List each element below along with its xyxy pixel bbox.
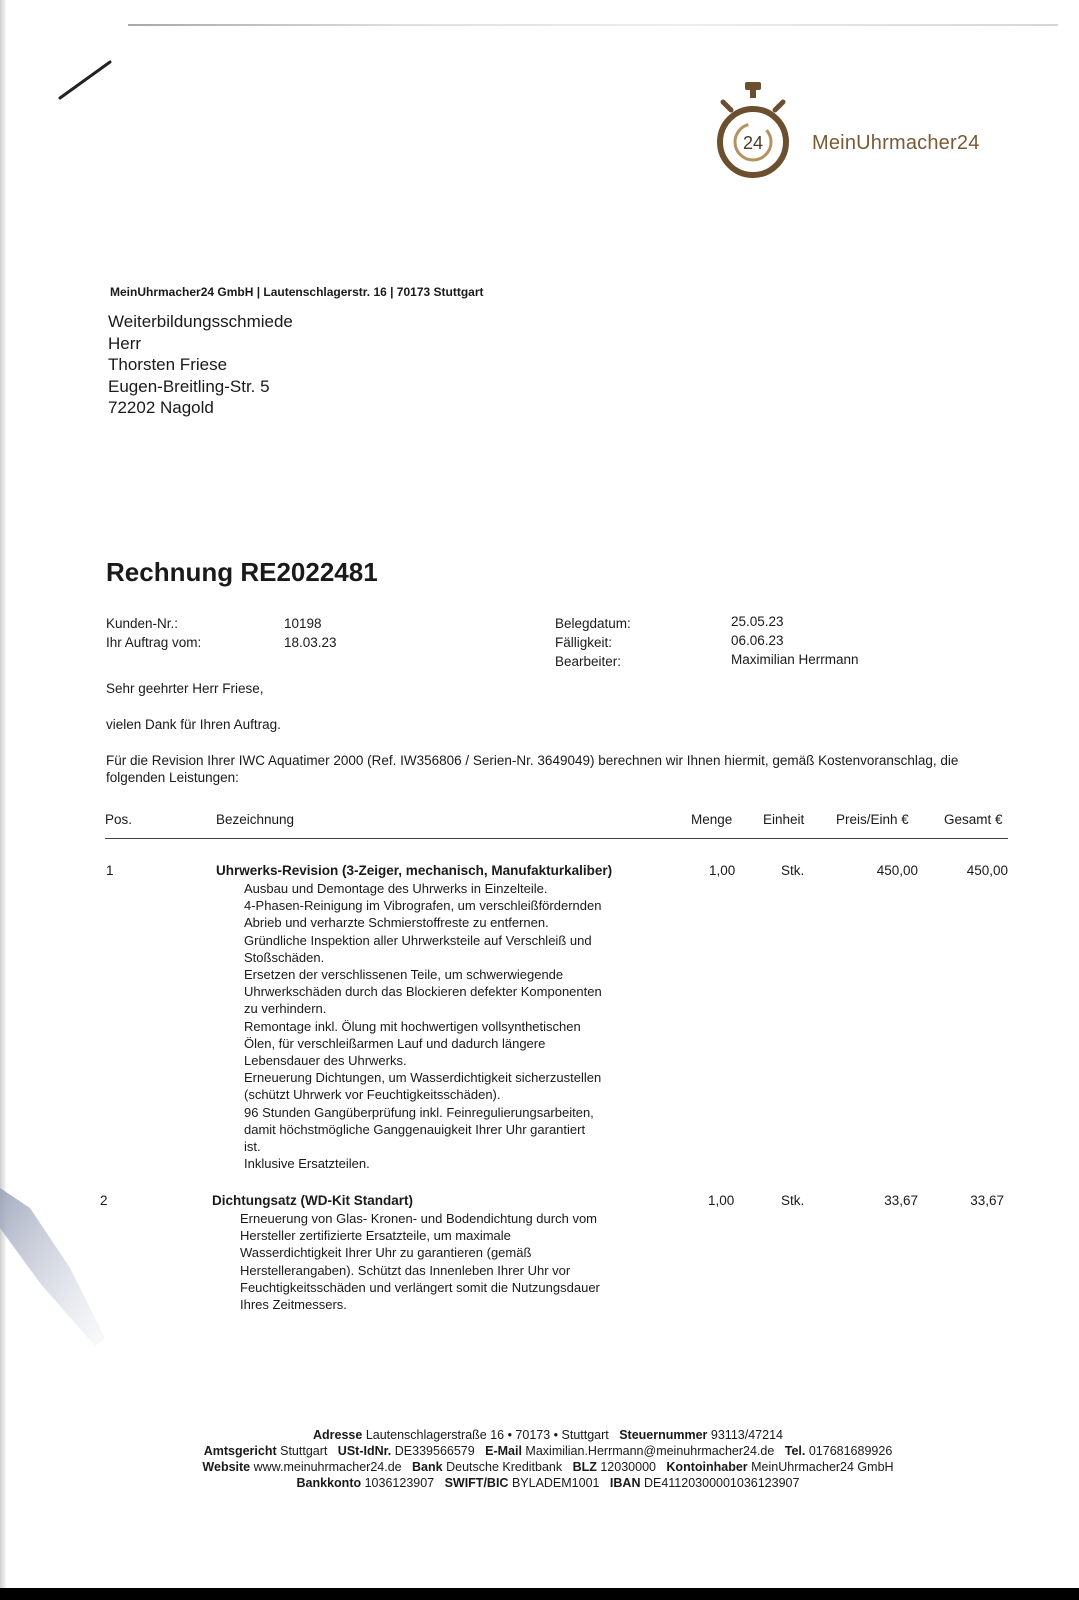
row-1-line: Abrieb und verharzte Schmierstoffreste zu entfernen. [244, 915, 549, 931]
footer-website-label: Website [202, 1460, 251, 1474]
row-2-title: Dichtungsatz (WD-Kit Standart) [212, 1193, 413, 1208]
row-1-line: Erneuerung Dichtungen, um Wasserdichtigkeit sicherzustellen [244, 1070, 602, 1086]
row-2-unit: Stk. [781, 1193, 805, 1208]
footer-address-label: Adresse [313, 1428, 363, 1442]
row-1-line: ist. [244, 1139, 261, 1155]
row-2-line: Feuchtigkeitsschäden und verlängert somit die Nutzungsdauer [240, 1279, 600, 1295]
meta-values-right [731, 612, 859, 669]
row-1-title: Uhrwerks-Revision (3-Zeiger, mechanisch, Manufakturkaliber) [216, 863, 613, 878]
row-1-line: (schützt Uhrwerk vor Feuchtigkeitsschäden). [244, 1087, 501, 1103]
footer-bank-label: Bank [412, 1460, 443, 1474]
row-2-description [240, 1210, 670, 1313]
col-header-total: Gesamt € [944, 812, 1003, 827]
footer-address: Lautenschlagerstraße 16 • 70173 • Stuttgart [365, 1428, 609, 1442]
col-header-price: Preis/Einh € [836, 812, 909, 827]
row-1-line: damit höchstmögliche Ganggenauigkeit Ihrer Uhr garantiert [244, 1121, 586, 1137]
sender-line: MeinUhrmacher24 GmbH | Lautenschlagerstr. 16 | 70173 Stuttgart [110, 285, 484, 299]
recipient-salutation: Herr [108, 333, 142, 353]
table-header-rule [105, 838, 1008, 839]
footer-tax-label: Steuernummer [619, 1428, 708, 1442]
footer-email-label: E-Mail [485, 1444, 522, 1458]
row-1-line: Lebensdauer des Uhrwerks. [244, 1053, 407, 1069]
col-header-pos: Pos. [105, 812, 133, 827]
clerk-name: Maximilian Herrmann [731, 652, 859, 667]
doc-date-label: Belegdatum: [555, 616, 631, 631]
scan-smudge [0, 1188, 110, 1348]
company-footer [108, 1427, 988, 1491]
intro-paragraph: Für die Revision Ihrer IWC Aquatimer 2000 (Ref. IW356806 / Serien-Nr. 3649049) berechnen wir Ihnen hiermit, gemäß Kostenvoranschlag, die folgenden Leistungen: [106, 753, 959, 785]
col-header-qty: Menge [691, 812, 733, 827]
recipient-address [108, 311, 293, 419]
due-label: Fälligkeit: [555, 635, 613, 650]
footer-line-2 [108, 1443, 988, 1459]
footer-email: Maximilian.Herrmann@meinuhrmacher24.de [525, 1444, 775, 1458]
footer-owner-label: Kontoinhaber [666, 1460, 748, 1474]
order-date: 18.03.23 [284, 635, 337, 650]
row-1-line: zu verhindern. [244, 1001, 327, 1017]
customer-no: 10198 [284, 616, 322, 631]
recipient-city: 72202 Nagold [108, 398, 214, 417]
row-2-total: 33,67 [970, 1193, 1004, 1208]
recipient-name: Thorsten Friese [108, 355, 228, 374]
footer-vat-label: USt-IdNr. [337, 1444, 392, 1458]
salutation: Sehr geehrter Herr Friese, [106, 681, 264, 696]
row-1-description [244, 880, 664, 1172]
footer-tel-label: Tel. [784, 1444, 806, 1458]
row-1-line: Remontage inkl. Ölung mit hochwertigen vollsynthetischen [244, 1018, 581, 1034]
footer-blz: 12030000 [600, 1460, 656, 1474]
footer-owner: MeinUhrmacher24 GmbH [751, 1460, 894, 1474]
invoice-title: Rechnung RE2022481 [106, 557, 378, 587]
footer-tel: 017681689926 [808, 1444, 893, 1458]
footer-swift-label: SWIFT/BIC [444, 1476, 509, 1490]
doc-date: 25.05.23 [731, 614, 784, 629]
row-1-line: Stoßschäden. [244, 949, 325, 965]
footer-line-1 [108, 1427, 988, 1443]
footer-line-3 [108, 1459, 988, 1475]
footer-iban-label: IBAN [609, 1476, 641, 1490]
row-1-line: 4-Phasen-Reinigung im Vibrografen, um verschleißfördernden [244, 898, 602, 914]
footer-account-label: Bankkonto [296, 1476, 362, 1490]
scan-artifact-line [128, 24, 1058, 26]
row-1-line: Gründliche Inspektion aller Uhrwerksteile auf Verschleiß und [244, 932, 592, 948]
row-2-qty: 1,00 [708, 1193, 735, 1208]
order-date-label: Ihr Auftrag vom: [106, 635, 202, 650]
row-1-line: Ölen, für verschleißarmen Lauf und dadurch längere [244, 1035, 546, 1051]
recipient-company: Weiterbildungsschmiede [108, 312, 293, 331]
footer-court-label: Amtsgericht [203, 1444, 277, 1458]
footer-court: Stuttgart [280, 1444, 328, 1458]
row-2-price: 33,67 [884, 1193, 918, 1208]
row-1-line: Ausbau und Demontage des Uhrwerks in Einzelteile. [244, 881, 548, 896]
row-2-pos: 2 [100, 1193, 108, 1208]
footer-account: 1036123907 [364, 1476, 435, 1490]
footer-iban: DE41120300001036123907 [643, 1476, 800, 1490]
footer-blz-label: BLZ [572, 1460, 597, 1474]
footer-swift: BYLADEM1001 [511, 1476, 600, 1490]
stopwatch-logo-icon [715, 80, 791, 190]
clerk-label: Bearbeiter: [555, 654, 622, 669]
col-header-desc: Bezeichnung [216, 812, 295, 827]
row-2-line: Hersteller zertifizierte Ersatzteile, um maximale [240, 1228, 511, 1244]
recipient-street: Eugen-Breitling-Str. 5 [108, 376, 270, 396]
row-1-qty: 1,00 [709, 863, 736, 878]
row-1-line: Inklusive Ersatzteilen. [244, 1156, 370, 1172]
row-1-price: 450,00 [876, 863, 918, 878]
row-1-pos: 1 [106, 863, 114, 878]
pen-mark [55, 58, 115, 103]
meta-values-left [284, 614, 337, 652]
row-1-line: Uhrwerkschäden durch das Blockieren defekter Komponenten [244, 984, 602, 1000]
brand-name: MeinUhrmacher24 [812, 132, 980, 154]
row-2-line: Ihres Zeitmessers. [240, 1297, 347, 1313]
footer-line-4 [108, 1475, 988, 1491]
row-1-unit: Stk. [781, 863, 805, 878]
due-date: 06.06.23 [731, 633, 784, 648]
meta-labels-right [555, 614, 631, 671]
row-1-total: 450,00 [966, 863, 1008, 878]
row-2-line: Erneuerung von Glas- Kronen- und Bodendichtung durch vom [240, 1211, 597, 1226]
row-1-line: Ersetzen der verschlissenen Teile, um schwerwiegende [244, 967, 564, 983]
col-header-unit: Einheit [763, 812, 805, 827]
customer-no-label: Kunden-Nr.: [106, 616, 179, 631]
svg-text:24: 24 [742, 133, 764, 153]
scan-bottom-border [0, 1588, 1079, 1600]
footer-vat: DE339566579 [394, 1444, 475, 1458]
row-2-line: Herstellerangaben). Schützt das Innenleben Ihrer Uhr vor [240, 1262, 571, 1278]
footer-tax: 93113/47214 [710, 1428, 783, 1442]
thanks-line: vielen Dank für Ihren Auftrag. [106, 717, 281, 732]
footer-bank: Deutsche Kreditbank [446, 1460, 563, 1474]
meta-labels-left [106, 614, 201, 652]
scan-edge [0, 0, 6, 1588]
row-2-line: Wasserdichtigkeit Ihrer Uhr zu garantieren (gemäß [240, 1245, 532, 1261]
footer-website: www.meinuhrmacher24.de [253, 1460, 402, 1474]
row-1-line: 96 Stunden Gangüberprüfung inkl. Feinregulierungsarbeiten, [244, 1104, 594, 1120]
